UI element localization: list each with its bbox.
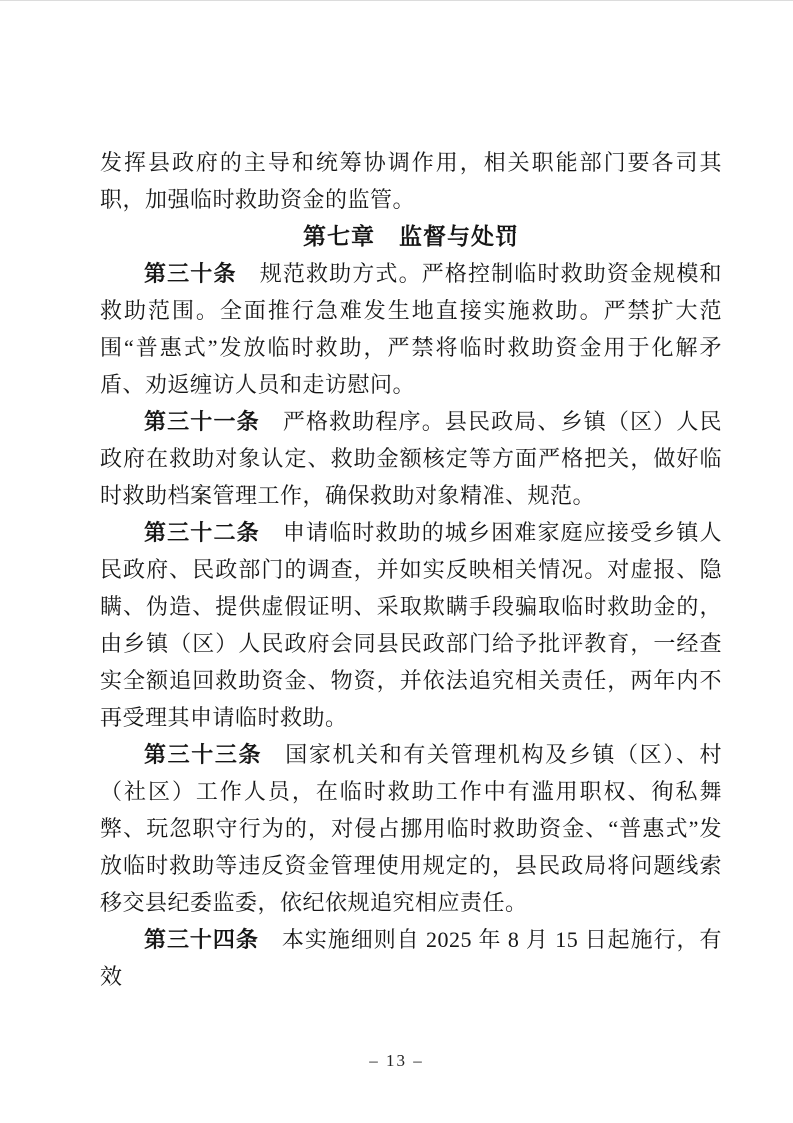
article-32-text: 申请临时救助的城乡困难家庭应接受乡镇人民政府、民政部门的调查，并如实反映相关情况。对虚报、隐瞒、伪造、提供虚假证明、采取欺瞒手段骗取临时救助金的，由乡镇（区）人民政府会同县民政部门给予批评教育，一经查实全额追回救助资金、物资，并依法追究相关责任，两年内不再受理其申请临时救助。: [100, 520, 722, 730]
article-32: [100, 514, 722, 736]
document-body: [100, 144, 722, 995]
article-33-text: 国家机关和有关管理机构及乡镇（区）、村（社区）工作人员，在临时救助工作中有滥用职权、徇私舞弊、玩忽职守行为的，对侵占挪用临时救助资金、“普惠式”发放临时救助等违反资金管理使用规定的，县民政局将问题线索移交县纪委监委，依纪依规追究相应责任。: [100, 742, 723, 915]
paragraph-continuation: [100, 144, 722, 218]
article-32-number: 第三十二条: [144, 520, 260, 545]
article-33: [100, 736, 722, 921]
article-34-text: 本实施细则自 2025 年 8 月 15 日起施行，有效: [100, 927, 722, 989]
article-31: [100, 403, 722, 514]
article-33-number: 第三十三条: [144, 742, 263, 767]
article-30-text: 规范救助方式。严格控制临时救助资金规模和救助范围。全面推行急难发生地直接实施救助。严禁扩大范围“普惠式”发放临时救助，严禁将临时救助资金用于化解矛盾、劝返缠访人员和走访慰问。: [100, 261, 722, 397]
article-30-number: 第三十条: [144, 261, 237, 286]
chapter-heading: 第七章 监督与处罚: [303, 223, 519, 249]
article-31-text: 严格救助程序。县民政局、乡镇（区）人民政府在救助对象认定、救助金额核定等方面严格把关，做好临时救助档案管理工作，确保救助对象精准、规范。: [100, 409, 722, 508]
paragraph-continuation-text: 发挥县政府的主导和统筹协调作用，相关职能部门要各司其职，加强临时救助资金的监管。: [100, 150, 722, 212]
article-31-number: 第三十一条: [144, 409, 260, 434]
article-34-number: 第三十四条: [144, 927, 259, 952]
article-30: [100, 255, 722, 403]
page-number: – 13 –: [369, 1051, 424, 1070]
article-34: [100, 921, 722, 995]
